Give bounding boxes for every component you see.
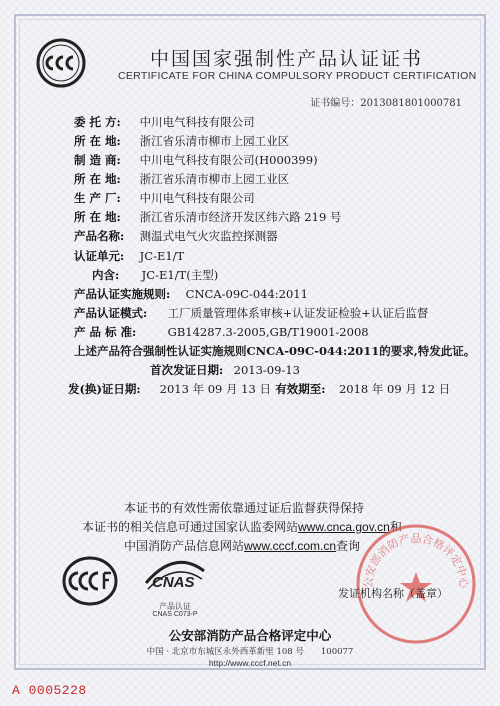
seal-text-path: 公安部消防产品合格评定中心 bbox=[361, 532, 471, 589]
query-text: 和 bbox=[389, 520, 402, 534]
field-product-standard bbox=[74, 324, 474, 340]
query-text: 本证书的相关信息可通过国家认监委网站 bbox=[82, 520, 299, 534]
field-manufacturer-address bbox=[74, 171, 474, 187]
field-implementation-rules bbox=[74, 286, 474, 302]
cccf-website-link[interactable]: www.cccf.com.cn bbox=[244, 539, 337, 553]
certificate-title-english: CERTIFICATE FOR CHINA COMPULSORY PRODUCT CERTIFICATION bbox=[118, 70, 477, 82]
query-note-cccf bbox=[124, 537, 360, 554]
issuer-name: 公安部消防产品合格评定中心 bbox=[168, 628, 332, 643]
cnas-code: CNAS C073-P bbox=[152, 611, 198, 618]
field-label: 生 产 厂: bbox=[74, 191, 121, 205]
field-label: 所 在 地: bbox=[74, 172, 121, 186]
field-value: 中川电气科技有限公司(H000399) bbox=[139, 153, 318, 167]
field-label: 所 在 地: bbox=[74, 134, 121, 148]
field-manufacturer bbox=[74, 152, 474, 168]
cnas-logo-icon bbox=[142, 553, 208, 597]
field-label: 产品认证模式: bbox=[74, 306, 148, 320]
issuer-address: 中国 · 北京市东城区永外西革新里 108 号 100077 bbox=[146, 647, 354, 657]
certificate-number-value: 2013081801000781 bbox=[360, 98, 462, 109]
field-value: 2013-09-13 bbox=[233, 363, 300, 377]
field-label: 认证单元: bbox=[74, 249, 125, 263]
ccc-f-logo-icon bbox=[62, 556, 118, 606]
cnca-website-link[interactable]: www.cnca.gov.cn bbox=[298, 520, 390, 534]
field-value: 工厂质量管理体系审核+认证发证检验+认证后监督 bbox=[167, 306, 429, 320]
field-label: 产品认证实施规则: bbox=[74, 287, 171, 301]
field-label: 制 造 商: bbox=[74, 153, 121, 167]
field-label: 内含: bbox=[92, 268, 120, 282]
field-value: 浙江省乐清市柳市上园工业区 bbox=[139, 134, 290, 148]
certificate-number bbox=[310, 94, 462, 109]
field-value: CNCA-09C-044:2011 bbox=[185, 287, 308, 301]
field-label: 产 品 标 准: bbox=[74, 325, 137, 339]
issuer-website-link[interactable]: http://www.cccf.net.cn bbox=[208, 658, 292, 668]
query-text: 查询 bbox=[336, 539, 361, 553]
field-client bbox=[74, 114, 474, 130]
field-factory bbox=[74, 190, 474, 206]
issue-and-expiry-dates bbox=[68, 381, 488, 397]
first-issue-date bbox=[150, 362, 500, 378]
field-value: GB14287.3-2005,GB/T19001-2008 bbox=[167, 325, 369, 339]
field-value: JC-E1/T(主型) bbox=[141, 268, 219, 282]
field-certification-mode bbox=[74, 305, 474, 321]
field-value: 浙江省乐清市柳市上园工业区 bbox=[139, 172, 290, 186]
field-value: 中川电气科技有限公司 bbox=[139, 115, 255, 129]
field-contains bbox=[92, 267, 492, 283]
query-text: 中国消防产品信息网站 bbox=[124, 539, 245, 553]
field-certification-unit bbox=[74, 248, 474, 264]
field-label: 委 托 方: bbox=[74, 115, 121, 129]
field-value: 测温式电气火灾监控探测器 bbox=[139, 229, 278, 243]
certificate-title: 中国国家强制性产品认证证书 bbox=[150, 48, 424, 70]
field-label: 产品名称: bbox=[74, 229, 125, 243]
cnas-logo-text: CNAS bbox=[152, 574, 195, 591]
issue-date-label: 发(换)证日期: bbox=[68, 382, 141, 396]
field-client-address bbox=[74, 133, 474, 149]
field-label: 所 在 地: bbox=[74, 210, 121, 224]
validity-note: 本证书的有效性需依靠通过证后监督获得保持 bbox=[124, 501, 365, 515]
field-label: 首次发证日期: bbox=[150, 363, 224, 377]
expiry-date-value: 2018 年 09 月 12 日 bbox=[338, 382, 451, 396]
field-product-name bbox=[74, 228, 474, 244]
compliance-statement: 上述产品符合强制性认证实施规则CNCA-09C-044:2011的要求,特发此证。 bbox=[74, 344, 476, 358]
serial-number: A 0005228 bbox=[12, 683, 87, 698]
field-value: 浙江省乐清市经济开发区纬六路 219 号 bbox=[139, 210, 342, 224]
certificate-number-label: 证书编号： bbox=[310, 98, 361, 109]
issue-date-value: 2013 年 09 月 13 日 bbox=[159, 382, 271, 396]
cnas-caption: 产品认证 bbox=[159, 602, 191, 611]
field-value: JC-E1/T bbox=[139, 249, 185, 263]
ccc-logo-icon bbox=[36, 38, 86, 88]
field-value: 中川电气科技有限公司 bbox=[139, 191, 255, 205]
issuer-label: 发证机构名称（盖章） bbox=[338, 587, 448, 600]
field-factory-address bbox=[74, 209, 474, 225]
expiry-date-label: 有效期至: bbox=[275, 382, 326, 396]
